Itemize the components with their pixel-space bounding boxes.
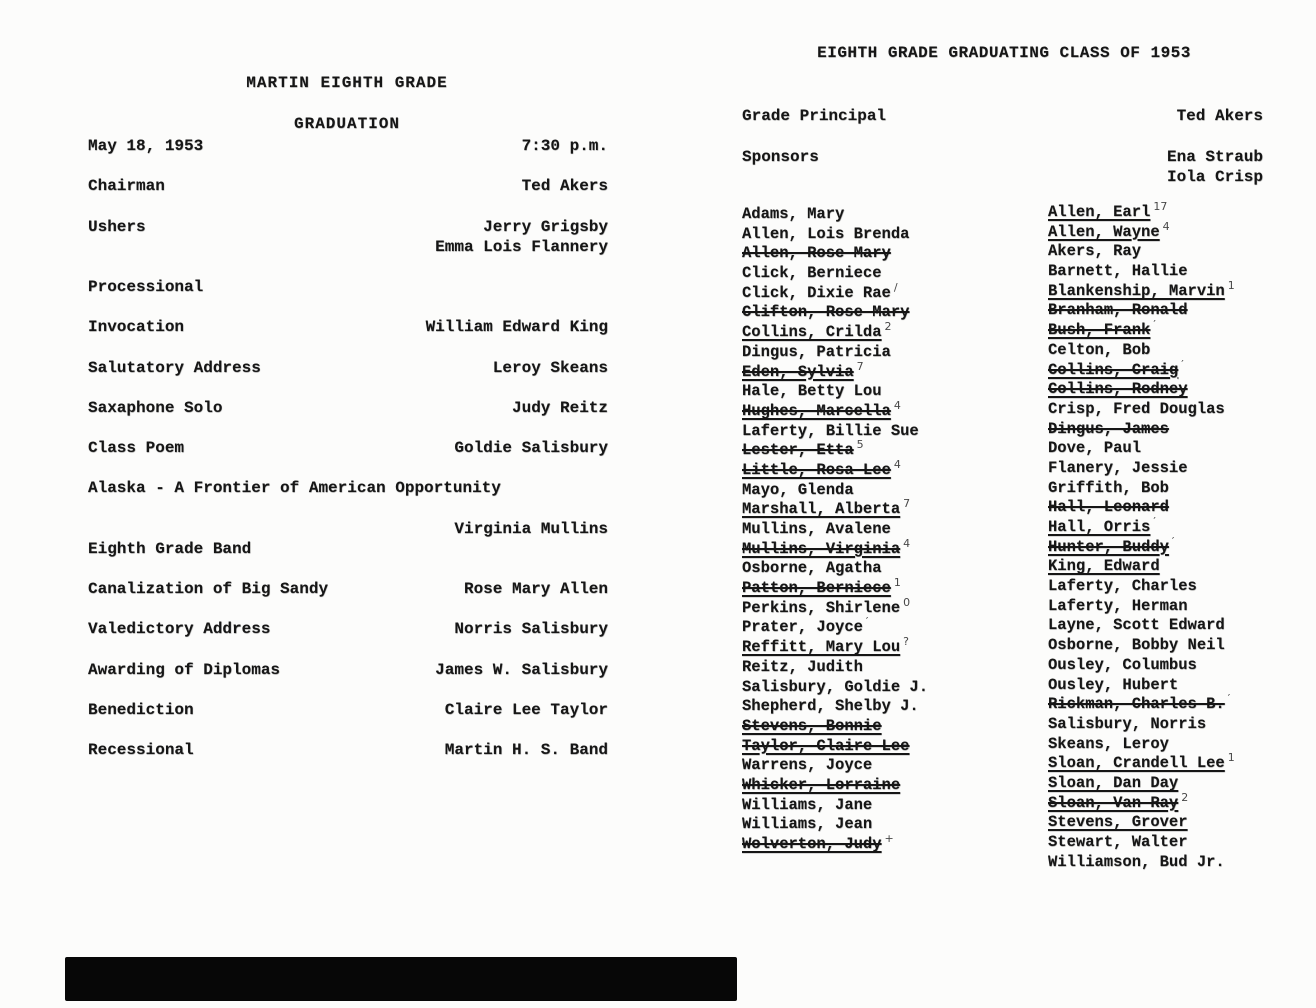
roster-row	[1048, 557, 1316, 577]
handwritten-mark: 0	[903, 595, 911, 609]
item-value: 7:30 p.m.	[521, 137, 608, 155]
student-name: Ousley, Hubert	[1048, 675, 1179, 694]
roster-row	[742, 343, 1054, 363]
roster-row	[742, 796, 1054, 816]
roster-row	[1048, 534, 1316, 558]
student-name: Mullins, Virginia	[742, 539, 901, 558]
roster-row	[1048, 616, 1316, 636]
roster-row	[1048, 420, 1316, 440]
roster-column-2	[1048, 200, 1316, 872]
student-name: Hale, Betty Lou	[742, 382, 882, 401]
handwritten-mark: 5	[856, 438, 864, 452]
student-name: Patton, Berniece	[742, 579, 891, 598]
roster-row	[1048, 459, 1316, 479]
student-name: Laferty, Billie Sue	[742, 421, 919, 440]
roster-row	[742, 678, 1054, 698]
student-name: Griffith, Bob	[1048, 478, 1169, 497]
student-name: Reitz, Judith	[742, 657, 863, 676]
handwritten-mark: 4	[893, 457, 901, 471]
item-value: Judy Reitz	[511, 398, 608, 417]
item-label: Salutatory Address	[88, 358, 261, 377]
student-name: Sloan, Van Ray	[1048, 793, 1179, 812]
student-name: Shepherd, Shelby J.	[742, 697, 919, 716]
student-name: Allen, Earl	[1048, 203, 1151, 221]
student-name: Eden, Sylvia	[742, 362, 854, 381]
item-label: Alaska - A Frontier of American Opportunity	[88, 479, 501, 498]
left-page-title: MARTIN EIGHTH GRADE	[246, 74, 448, 92]
handwritten-mark: 4	[893, 398, 901, 412]
item-label: Chairman	[88, 177, 165, 196]
handwritten-mark: 1	[893, 576, 901, 590]
student-name: Marshall, Alberta	[742, 500, 901, 519]
roster-row	[742, 536, 1054, 560]
item-value	[435, 217, 608, 257]
handwritten-mark: 4	[1162, 219, 1170, 233]
student-name: Mullins, Avalene	[742, 520, 891, 538]
roster-row	[742, 576, 1054, 599]
item-label: Awarding of Diplomas	[88, 660, 281, 679]
item-label: Benediction	[88, 701, 194, 720]
roster-row	[1048, 357, 1316, 381]
student-name: Collins, Crilda	[742, 323, 882, 342]
handwritten-mark: 17	[1153, 200, 1168, 213]
roster-row	[1048, 577, 1316, 597]
student-name: Rickman, Charles B.	[1048, 695, 1225, 714]
item-value: Ted Akers	[521, 177, 608, 196]
student-name: Clifton, Rose Mary	[742, 303, 910, 322]
program-row	[88, 619, 608, 659]
handwritten-mark: ′	[1153, 318, 1156, 332]
handwritten-mark: ′	[1227, 692, 1231, 706]
student-name: Prater, Joyce	[742, 618, 863, 637]
item-label: Invocation	[88, 318, 185, 337]
program-row	[88, 398, 608, 438]
student-name: Laferty, Herman	[1048, 596, 1188, 615]
handwritten-mark: 1	[1227, 751, 1235, 765]
roster-row	[1048, 262, 1316, 282]
student-name: Branham, Ronald	[1048, 301, 1188, 320]
roster-row	[742, 815, 1054, 835]
handwritten-mark: 4	[903, 536, 911, 550]
item-value: Goldie Salisbury	[454, 439, 608, 458]
item-label: Ushers	[88, 217, 146, 236]
student-name: Layne, Scott Edward	[1048, 616, 1225, 635]
student-name: Skeans, Leroy	[1048, 734, 1169, 753]
item-value	[1177, 106, 1263, 126]
roster-row	[742, 481, 1054, 501]
roster-row	[1048, 715, 1316, 735]
student-name: Osborne, Agatha	[742, 559, 882, 578]
roster-row	[742, 737, 1054, 757]
student-name: Stevens, Grover	[1048, 813, 1188, 832]
roster-row	[742, 756, 1054, 776]
roster-row	[742, 497, 1054, 520]
item-value: Norris Salisbury	[454, 620, 608, 639]
roster-row	[742, 320, 1054, 343]
student-name: Salisbury, Norris	[1048, 714, 1207, 733]
roster-row	[1048, 813, 1316, 833]
student-name: Sloan, Crandell Lee	[1048, 754, 1225, 773]
student-name: Collins, Craig	[1048, 360, 1179, 379]
roster-row	[1048, 278, 1316, 302]
student-name: Stewart, Walter	[1048, 833, 1188, 851]
program-list	[88, 136, 608, 781]
roster-row	[1048, 833, 1316, 853]
roster-row	[742, 205, 1054, 225]
student-name: Williamson, Bud Jr.	[1048, 852, 1225, 871]
student-name: Allen, Wayne	[1048, 222, 1160, 241]
student-name: Osborne, Bobby Neil	[1048, 636, 1225, 655]
student-name: King, Edward	[1048, 557, 1160, 576]
roster-row	[742, 520, 1054, 540]
student-name: Salisbury, Goldie J.	[742, 677, 929, 696]
item-label: Class Poem	[88, 439, 185, 458]
student-name: Allen, Rose Mary	[742, 244, 891, 263]
item-value: James W. Salisbury	[435, 660, 608, 679]
handwritten-mark: 1	[1227, 278, 1235, 292]
program-row	[88, 176, 608, 216]
student-name: Hunter, Buddy	[1048, 537, 1169, 556]
item-value: Virginia Mullins	[454, 519, 608, 538]
student-name: Taylor, Claire Lee	[742, 736, 910, 755]
roster-row	[1048, 692, 1316, 715]
roster-row	[1048, 400, 1316, 420]
program-row	[88, 579, 608, 619]
program-row	[88, 478, 608, 538]
handwritten-mark: 2	[1181, 790, 1189, 804]
roster-row	[742, 595, 1054, 619]
student-name: Reffitt, Mary Lou	[742, 638, 901, 657]
staff-list	[742, 106, 1263, 208]
roster-row	[1048, 636, 1316, 656]
roster-row	[1048, 735, 1316, 755]
roster-row	[742, 280, 1054, 304]
handwritten-mark: 7	[856, 359, 864, 373]
student-name: Hall, Leonard	[1048, 498, 1169, 517]
roster-row	[742, 658, 1054, 678]
handwritten-mark: 2	[884, 320, 892, 334]
roster-row	[742, 422, 1054, 442]
staff-row	[742, 147, 1263, 187]
roster-row	[742, 776, 1054, 796]
item-value: Claire Lee Taylor	[444, 701, 608, 720]
roster-row	[742, 303, 1054, 323]
student-name: Flanery, Jessie	[1048, 458, 1188, 477]
right-page-title: EIGHTH GRADE GRADUATING CLASS OF 1953	[817, 44, 1191, 62]
handwritten-mark: ′	[1171, 534, 1175, 548]
roster-row	[742, 244, 1054, 264]
roster-row	[1048, 751, 1316, 774]
item-value: Martin H. S. Band	[444, 741, 608, 760]
roster-row	[1048, 380, 1316, 400]
item-value-line: Ted Akers	[1176, 107, 1263, 125]
roster-column-1	[742, 205, 1054, 855]
item-value-line: Jerry Grigsby	[483, 217, 608, 236]
roster-row	[1048, 498, 1316, 518]
program-row	[88, 317, 608, 357]
program-row	[88, 700, 608, 740]
program-row	[88, 740, 608, 780]
student-name: Mayo, Glenda	[742, 480, 854, 499]
roster-row	[1048, 676, 1316, 696]
program-row	[88, 217, 608, 277]
student-name: Bush, Frank	[1048, 321, 1151, 340]
roster-row	[742, 359, 1054, 383]
student-name: Hughes, Marcella	[742, 401, 891, 420]
student-name: Sloan, Dan Day	[1048, 773, 1179, 792]
roster-row	[742, 398, 1054, 422]
handwritten-mark: ?	[903, 635, 909, 649]
student-name: Perkins, Shirlene	[742, 598, 901, 617]
item-value: Leroy Skeans	[492, 358, 608, 377]
roster-row	[1048, 200, 1316, 223]
student-name: Click, Berniece	[742, 264, 882, 283]
student-name: Ousley, Columbus	[1048, 655, 1197, 674]
item-label: Eighth Grade Band	[88, 539, 252, 558]
left-page-subtitle: GRADUATION	[293, 115, 400, 133]
student-name: Allen, Lois Brenda	[742, 224, 910, 243]
student-name: Akers, Ray	[1048, 242, 1142, 261]
item-value-line: Emma Lois Flannery	[435, 237, 608, 256]
student-name: Stevens, Bonnie	[742, 716, 882, 735]
roster-row	[1048, 318, 1316, 341]
item-label: Saxaphone Solo	[88, 398, 223, 417]
student-name: Barnett, Hallie	[1048, 262, 1188, 281]
program-row	[88, 358, 608, 398]
roster-row	[1048, 597, 1316, 617]
student-name: Wolverton, Judy	[742, 835, 882, 853]
item-value-line: Ena Straub	[1166, 148, 1263, 166]
student-name: Williams, Jane	[742, 795, 873, 814]
roster-row	[742, 697, 1054, 717]
student-name: Blankenship, Marvin	[1048, 281, 1225, 300]
program-row	[88, 438, 608, 478]
program-row	[88, 660, 608, 700]
program-row	[88, 277, 608, 317]
student-name: Crisp, Fred Douglas	[1048, 399, 1225, 418]
roster-row	[1048, 439, 1316, 459]
roster-row	[742, 225, 1054, 245]
handwritten-mark: ′	[1181, 357, 1184, 371]
item-value: William Edward King	[425, 318, 608, 337]
program-row	[88, 136, 608, 176]
student-name: Laferty, Charles	[1048, 577, 1197, 596]
roster-row	[742, 615, 1054, 638]
roster-row	[1048, 853, 1316, 873]
handwritten-mark: ′	[865, 615, 869, 629]
handwritten-mark: +	[884, 832, 894, 845]
item-label: Processional	[88, 277, 204, 296]
roster-row	[1048, 219, 1316, 243]
roster-row	[742, 264, 1054, 284]
student-name: Little, Rosa Lee	[742, 460, 891, 479]
handwritten-mark: 7	[903, 497, 911, 511]
student-name: Whicker, Lorraine	[742, 775, 901, 794]
item-label: Sponsors	[742, 148, 819, 166]
item-value-line: Iola Crisp	[1166, 168, 1263, 186]
handwritten-mark: /	[893, 280, 898, 294]
student-name: Celton, Bob	[1048, 340, 1151, 359]
staff-row	[742, 106, 1263, 126]
roster-row	[1048, 479, 1316, 499]
student-name: Adams, Mary	[742, 205, 845, 223]
student-name: Click, Dixie Rae	[742, 283, 891, 302]
roster-row	[1048, 242, 1316, 262]
student-name: Warrens, Joyce	[742, 756, 873, 775]
program-row	[88, 539, 608, 579]
item-label: Grade Principal	[742, 107, 887, 125]
handwritten-mark: ′	[1153, 515, 1156, 528]
item-label: May 18, 1953	[88, 137, 204, 155]
roster-row	[742, 457, 1054, 481]
student-name: Williams, Jean	[742, 815, 873, 834]
roster-row	[1048, 656, 1316, 676]
roster-row	[742, 832, 1054, 855]
student-name: Dove, Paul	[1048, 439, 1142, 458]
roster-row	[1048, 515, 1316, 538]
item-label: Recessional	[88, 741, 194, 760]
roster-row	[742, 717, 1054, 737]
roster-row	[1048, 790, 1316, 814]
item-value: Rose Mary Allen	[463, 580, 608, 599]
item-label: Valedictory Address	[88, 620, 271, 639]
student-name: Lester, Etta	[742, 441, 854, 460]
item-label: Canalization of Big Sandy	[88, 580, 329, 599]
roster-row	[742, 635, 1054, 658]
student-name: Dingus, Patricia	[742, 342, 891, 361]
scan-artifact-bar	[65, 957, 737, 1001]
item-value	[1167, 147, 1263, 187]
student-name: Collins, Rodney	[1048, 380, 1188, 399]
roster-row	[1048, 301, 1316, 321]
student-name: Hall, Orris	[1048, 518, 1151, 536]
student-name: Dingus, James	[1048, 419, 1169, 438]
